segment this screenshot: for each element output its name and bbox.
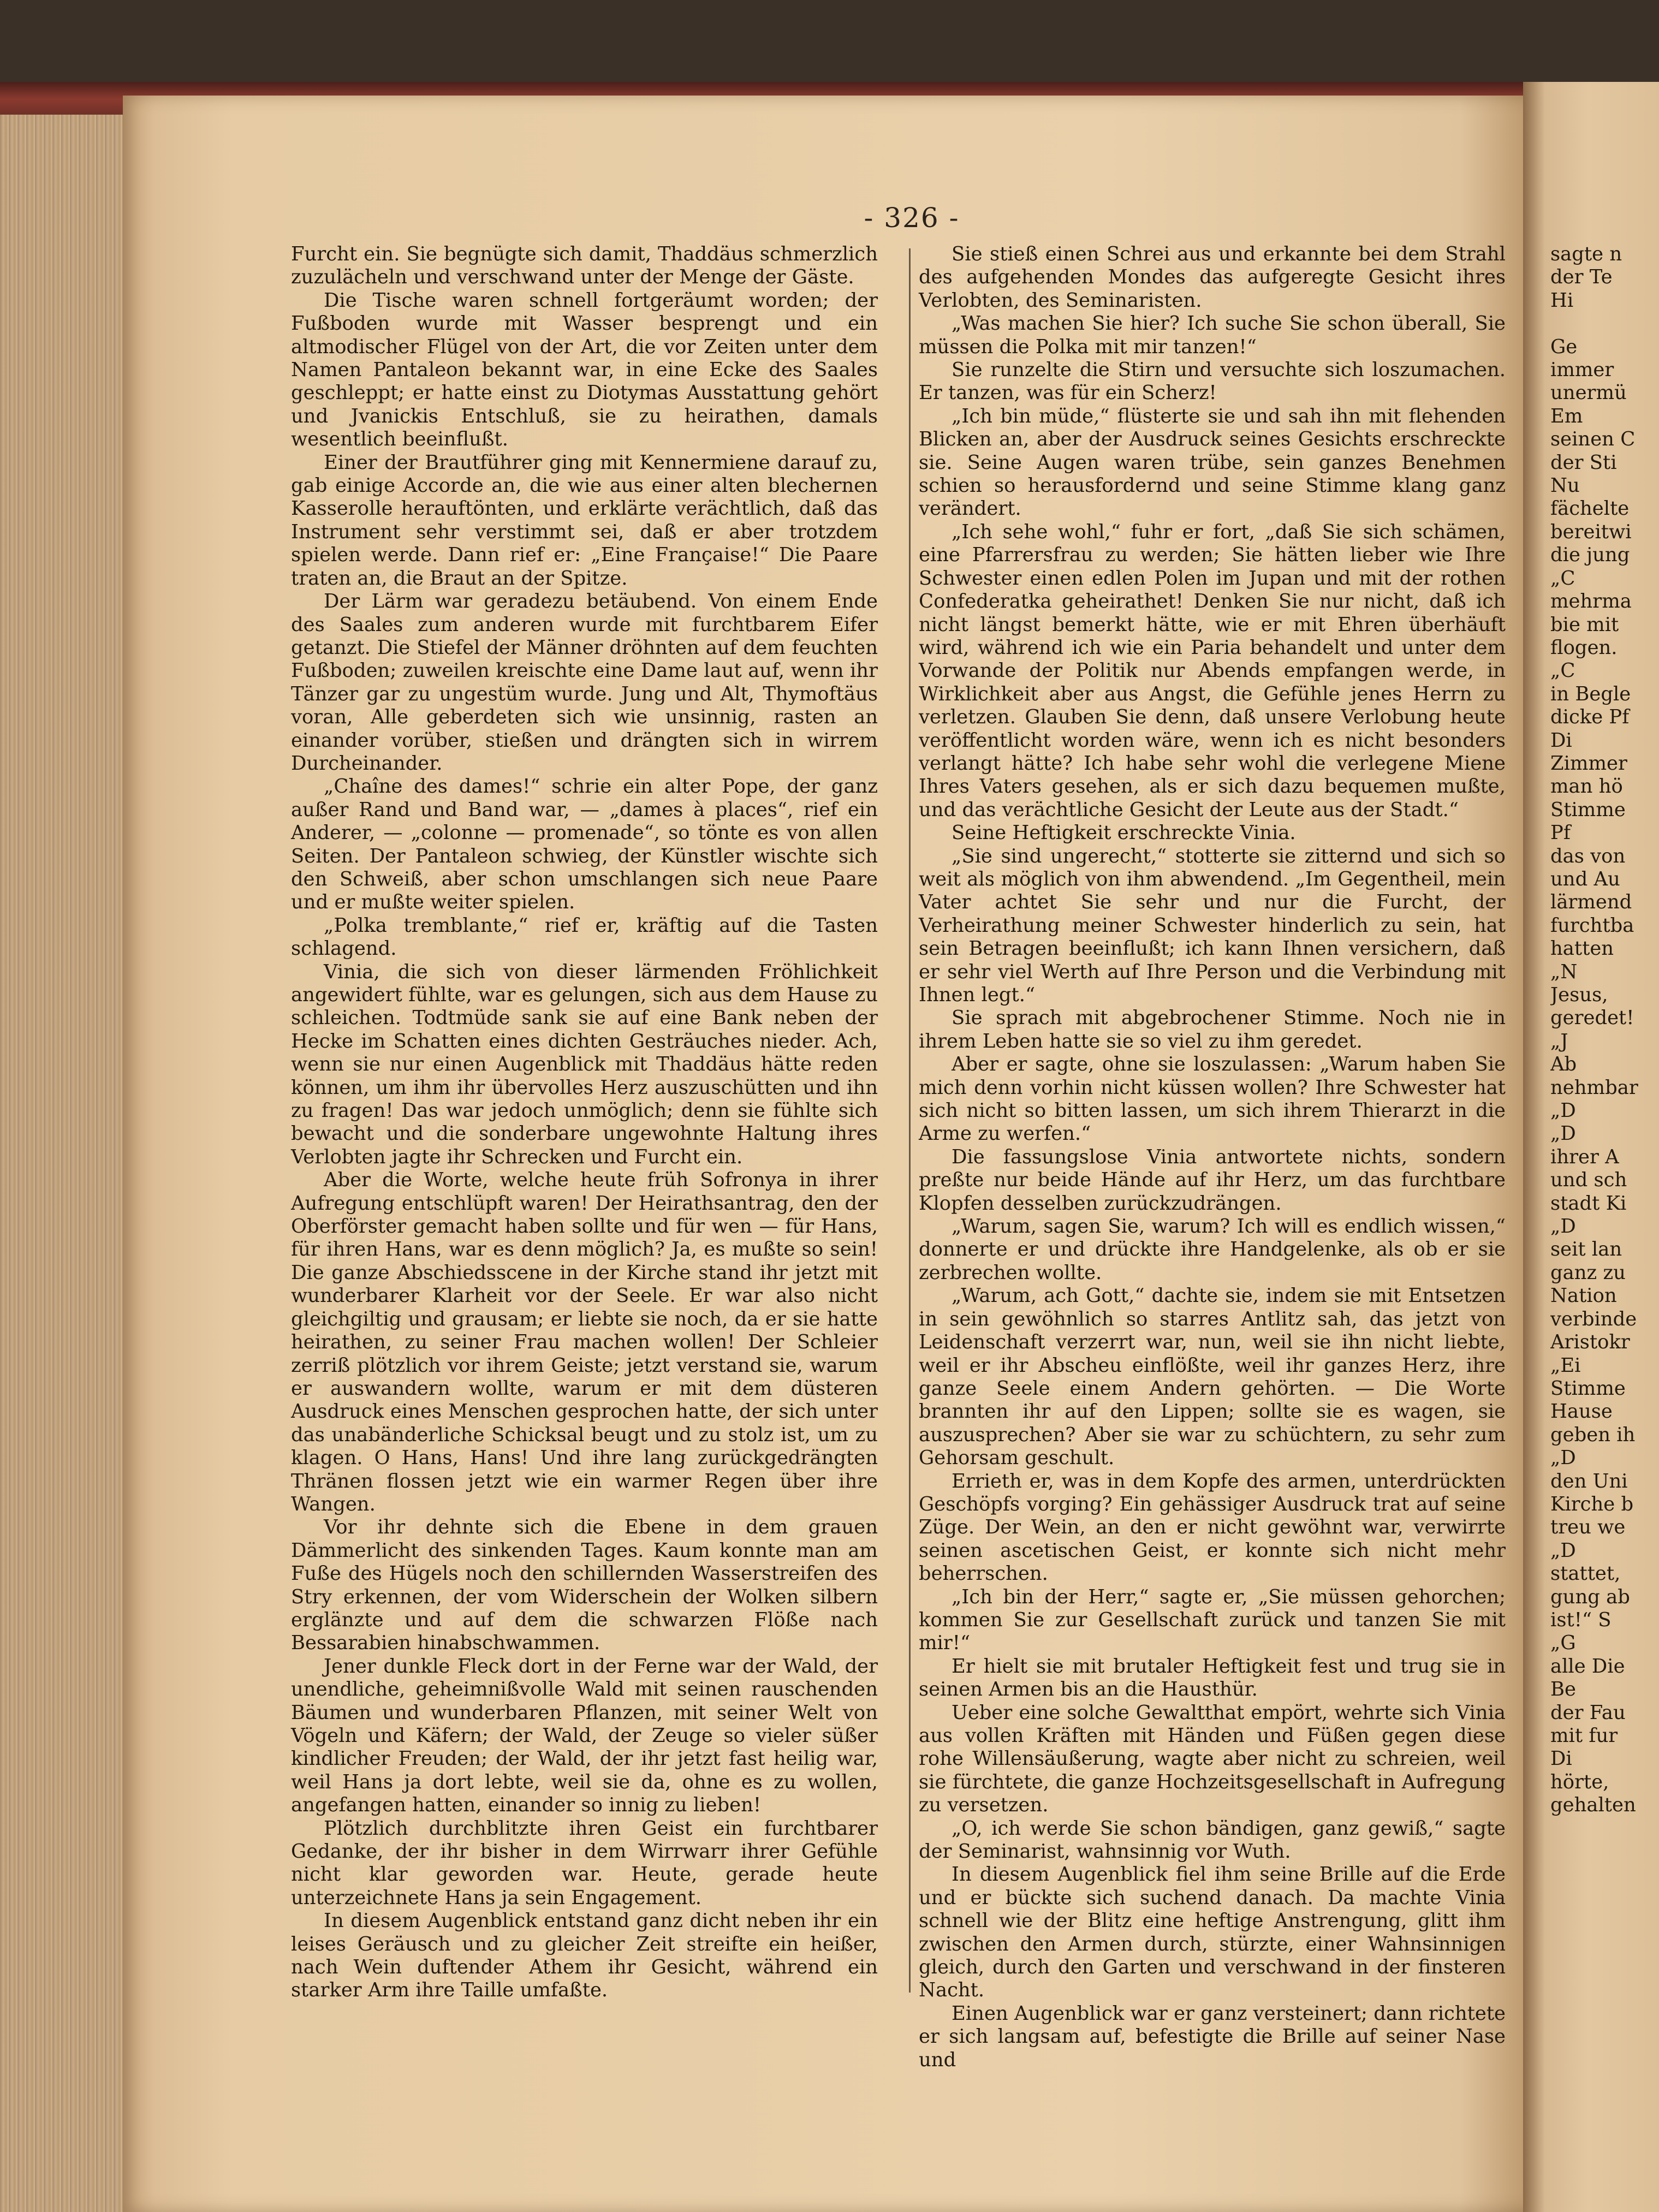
text-line-fragment: alle Die xyxy=(1550,1655,1625,1678)
text-line-fragment: ist!“ S xyxy=(1550,1608,1612,1631)
text-line-fragment: hatten xyxy=(1550,937,1614,960)
text-line-fragment: treu we xyxy=(1550,1516,1626,1539)
text-line-fragment: „D xyxy=(1550,1215,1576,1238)
text-line-fragment: sagte n xyxy=(1550,243,1622,265)
text-line-fragment: „Ei xyxy=(1550,1354,1581,1377)
text-line-fragment: verbinde xyxy=(1550,1307,1637,1330)
text-line-fragment: Em xyxy=(1550,405,1583,427)
text-line-fragment: Zimmer xyxy=(1550,752,1627,775)
left-text-column xyxy=(291,243,878,2002)
paragraph: In diesem Augenblick entstand ganz dicht neben ihr ein leises Geräusch und zu gleicher Zeit streifte ein heißer, nach Wein duftender Athem ihr Gesicht, während ein starker Arm ihre Taille umfaßte. xyxy=(291,1910,878,2002)
text-line-fragment: Be xyxy=(1550,1678,1576,1701)
paragraph: Sie sprach mit abgebrochener Stimme. Noch nie in ihrem Leben hatte sie so viel zu ihm geredet. xyxy=(919,1007,1506,1053)
text-line-fragment: Stimme xyxy=(1550,1377,1626,1400)
text-line-fragment: und Au xyxy=(1550,867,1620,890)
text-line-fragment: Aristokr xyxy=(1550,1331,1630,1354)
text-line-fragment xyxy=(1550,312,1659,335)
paragraph: Aber die Worte, welche heute früh Sofronya in ihrer Aufregung entschlüpft waren! Der Heirathsantrag, den der Oberförster gemacht haben sollte und für wen — für Hans, für ihren Hans, war es denn möglich? Ja, es mußte so sein! Die ganze Abschiedsscene in der Kirche stand ihr jetzt mit wunderbarer Klarheit vor der Seele. Er war also nicht gleichgiltig und grausam; er liebte sie noch, da er sie hatte heirathen, zu seiner Frau machen wollen! Der Schleier zerriß plötzlich vor ihrem Geiste; jetzt verstand sie, warum er auswandern wollte, warum er mit dem düsteren Ausdruck eines Menschen gesprochen hatte, der sich unter das unabänderliche Schicksal beugt und zu stolz ist, um zu klagen. O Hans, Hans! Und ihre lang zurückgedrängten Thränen flossen jetzt wie ein warmer Regen über ihre Wangen. xyxy=(291,1169,878,1515)
text-line-fragment: Di xyxy=(1550,729,1572,752)
text-line-fragment: man hö xyxy=(1550,775,1623,798)
paragraph: Seine Heftigkeit erschreckte Vinia. xyxy=(952,822,1296,845)
text-line-fragment: fächelte xyxy=(1550,497,1630,520)
text-line-fragment: hörte, xyxy=(1550,1770,1609,1793)
text-line-fragment: „D xyxy=(1550,1447,1576,1470)
text-line-fragment: ihrer A xyxy=(1550,1145,1619,1168)
text-line-fragment: Di xyxy=(1550,1747,1572,1770)
text-line-fragment: bereitwi xyxy=(1550,520,1632,543)
paragraph: In diesem Augenblick fiel ihm seine Brille auf die Erde und er bückte sich suchend danach. Da machte Vinia schnell wie der Blitz eine heftige Anstrengung, glitt ihm zwischen den Armen durch, stürzte, einer Wahnsinnigen gleich, durch den Garten und verschwand in der finsteren Nacht. xyxy=(919,1863,1506,2002)
paragraph: Furcht ein. Sie begnügte sich damit, Thaddäus schmerzlich zuzulächeln und verschwand unter der Menge der Gäste. xyxy=(291,243,878,289)
paragraph: Vinia, die sich von dieser lärmenden Fröhlichkeit angewidert fühlte, war es gelungen, sich aus dem Hause zu schleichen. Todtmüde sank sie auf eine Bank neben der Hecke im Schatten eines dichten Gesträuches nieder. Ach, wenn sie nur einen Augenblick mit Thaddäus hätte reden können, um ihm ihr übervolles Herz auszuschütten und ihn zu fragen! Das war jedoch unmöglich; denn sie fühlte sich bewacht und die sonderbare ungewohnte Haltung ihres Verlobten jagte ihr Schrecken und Furcht ein. xyxy=(291,960,878,1168)
text-line-fragment: mehrma xyxy=(1550,590,1632,613)
text-line-fragment: mit fur xyxy=(1550,1725,1618,1747)
paragraph: „Chaîne des dames!“ schrie ein alter Pope, der ganz außer Rand und Band war, — „dames à places“, rief ein Anderer, — „colonne — promenade“, so tönte es von allen Seiten. Der Pantaleon schwieg, der Künstler wischte sich den Schweiß, aber schon umschlangen sich neue Paare und er mußte weiter spielen. xyxy=(291,775,878,914)
paragraph: „Sie sind ungerecht,“ stotterte sie zitternd und sich so weit als möglich von ihm abwendend. „Im Gegentheil, mein Vater achtet Sie sehr und nur die Furcht, der Verheirathung meiner Schwester hinderlich zu sein, hat sein Betragen beeinflußt; ich kann Ihnen versichern, daß er sehr viel Werth auf Ihre Person und die Verbindung mit Ihnen legt.“ xyxy=(919,845,1506,1006)
text-line-fragment: flogen. xyxy=(1550,636,1618,659)
text-line-fragment: Pf xyxy=(1550,822,1571,845)
text-line-fragment: Nu xyxy=(1550,474,1580,497)
text-line-fragment: stattet, xyxy=(1550,1562,1621,1585)
paragraph: Vor ihr dehnte sich die Ebene in dem grauen Dämmerlicht des sinkenden Tages. Kaum konnte man am Fuße des Hügels noch den schillernden Wasserstreifen des Stry erkennen, der vom Widerschein der Wolken silbern erglänzte und auf dem die schwarzen Flöße nach Bessarabien hinabschwammen. xyxy=(291,1516,878,1655)
paragraph: „Warum, ach Gott,“ dachte sie, indem sie mit Entsetzen in sein gewöhnlich so starres Antlitz sah, das jetzt von Leidenschaft verzerrt war, nun, weil sie ihn nicht liebte, weil er ihr Abscheu einflößte, weil ihr ganzes Herz, ihre ganze Seele einem Andern gehörten. — Die Worte brannten ihr auf den Lippen; sollte sie es wagen, sie auszusprechen? Aber sie war zu schüchtern, zu sehr zum Gehorsam geschult. xyxy=(919,1285,1506,1470)
paragraph: Sie stieß einen Schrei aus und erkannte bei dem Strahl des aufgehenden Mondes das aufgeregte Gesicht ihres Verlobten, des Seminaristen. xyxy=(919,243,1506,312)
paragraph: „Ich bin der Herr,“ sagte er, „Sie müssen gehorchen; kommen Sie zur Gesellschaft zurück und tanzen Sie mit mir!“ xyxy=(919,1585,1506,1655)
text-line-fragment: furchtba xyxy=(1550,914,1634,937)
paragraph: Die fassungslose Vinia antwortete nichts, sondern preßte nur beide Hände auf ihr Herz, um das furchtbare Klopfen desselben zurückzudrängen. xyxy=(919,1145,1506,1215)
text-line-fragment: „N xyxy=(1550,960,1578,983)
text-line-fragment: „J xyxy=(1550,1030,1568,1053)
text-line-fragment: „G xyxy=(1550,1632,1576,1655)
page-number: - 326 - xyxy=(864,202,960,234)
text-line-fragment: „C xyxy=(1550,659,1575,682)
paragraph: Einen Augenblick war er ganz versteinert; dann richtete er sich langsam auf, befestigte die Brille auf seiner Nase und xyxy=(919,2002,1506,2071)
paragraph: Aber er sagte, ohne sie loszulassen: „Warum haben Sie mich denn vorhin nicht küssen wollen? Ihre Schwester hat sich nicht so bitten lassen, um sich ihrem Thierarzt in die Arme zu werfen.“ xyxy=(919,1053,1506,1145)
paragraph: Plötzlich durchblitzte ihren Geist ein furchtbarer Gedanke, der ihr bisher in dem Wirrwarr ihrer Gefühle nicht klar geworden war. Heute, gerade heute unterzeichnete Hans ja sein Engagement. xyxy=(291,1817,878,1909)
text-line-fragment: die jung xyxy=(1550,544,1630,567)
text-line-fragment: geben ih xyxy=(1550,1423,1636,1446)
text-line-fragment: unermü xyxy=(1550,382,1627,405)
text-line-fragment: „C xyxy=(1550,567,1575,590)
text-line-fragment: Hause xyxy=(1550,1400,1613,1423)
text-line-fragment: immer xyxy=(1550,359,1614,382)
paragraph: Errieth er, was in dem Kopfe des armen, unterdrückten Geschöpfs vorging? Ein gehässiger Ausdruck trat auf seine Züge. Der Wein, an den er nicht gewöhnt war, verwirrte seinen ascetischen Geist, er konnte sich nicht mehr beherrschen. xyxy=(919,1470,1506,1585)
text-line-fragment: seinen C xyxy=(1550,428,1636,451)
text-line-fragment: Kirche b xyxy=(1550,1492,1634,1515)
paragraph: „O, ich werde Sie schon bändigen, ganz gewiß,“ sagte der Seminarist, wahnsinnig vor Wuth. xyxy=(919,1817,1506,1863)
column-divider xyxy=(909,248,911,1993)
paragraph: „Ich sehe wohl,“ fuhr er fort, „daß Sie sich schämen, eine Pfarrersfrau zu werden; Sie hätten lieber wie Ihre Schwester einen edlen Polen im Jupan und mit der rothen Confederatka geheirathet! Denken Sie nur nicht, daß ich nicht längst bemerkt hätte, wie er mit Ehren überhäuft wird, während ich wie ein Paria behandelt und unter dem Vorwande der Politik nur Abends empfangen werde, in Wirklichkeit aber aus Angst, die Gefühle jenes Herrn zu verletzen. Glauben Sie denn, daß unsere Verlobung heute veröffentlicht worden wäre, wenn ich es nicht besonders verlangt hätte? Ich habe sehr wohl die verlegene Miene Ihres Vaters gesehen, als er sich dazu bequemen mußte, und das verächtliche Gesicht der Leute aus der Stadt.“ xyxy=(919,520,1506,821)
paragraph: „Was machen Sie hier? Ich suche Sie schon überall, Sie müssen die Polka mit mir tanzen!“ xyxy=(919,312,1506,358)
text-line-fragment: Nation xyxy=(1550,1285,1617,1307)
text-line-fragment: Hi xyxy=(1550,289,1574,312)
paragraph: „Ich bin müde,“ flüsterte sie und sah ihn mit flehenden Blicken an, aber der Ausdruck seines Gesichts erschreckte sie. Seine Augen waren trübe, sein ganzes Benehmen schien so herausfordernd und seine Stimme klang ganz verändert. xyxy=(919,405,1506,520)
text-line-fragment: dicke Pf xyxy=(1550,706,1630,729)
text-line-fragment: „D xyxy=(1550,1099,1576,1122)
text-line-fragment: der Fau xyxy=(1550,1701,1626,1724)
page-stack-edge xyxy=(0,115,131,2212)
text-line-fragment: „D xyxy=(1550,1539,1576,1562)
right-text-column xyxy=(919,243,1506,2072)
text-line-fragment: in Begle xyxy=(1550,682,1631,705)
text-line-fragment: den Uni xyxy=(1550,1470,1628,1492)
text-line-fragment: bie mit xyxy=(1550,613,1619,636)
text-line-fragment: nehmbar xyxy=(1550,1076,1638,1099)
paragraph: Der Lärm war geradezu betäubend. Von einem Ende des Saales zum anderen wurde mit furchtbarem Eifer getanzt. Die Stiefel der Männer dröhnten auf dem feuchten Fußboden; zuweilen kreischte eine Dame laut auf, wenn ihr Tänzer gar zu ungestüm wurde. Jung und Alt, Thymoftäus voran, Alle geberdeten sich wie unsinnig, rasten an einander vorüber, stießen und drängten sich in wirrem Durcheinander. xyxy=(291,590,878,775)
paragraph: Einer der Brautführer ging mit Kennermiene darauf zu, gab einige Accorde an, die wie aus einer alten blechernen Kasserolle herauftönten, und erklärte verächtlich, daß das Instrument sehr verstimmt sei, daß er aber trotzdem spielen werde. Dann rief er: „Eine Française!“ Die Paare traten an, die Braut an der Spitze. xyxy=(291,451,878,590)
text-line-fragment: gehalten xyxy=(1550,1794,1636,1817)
paragraph: Er hielt sie mit brutaler Heftigkeit fest und trug sie in seinen Armen bis an die Hausthür. xyxy=(919,1655,1506,1701)
paragraph: Ueber eine solche Gewaltthat empört, wehrte sich Vinia aus vollen Kräften mit Händen und Füßen gegen diese rohe Willensäußerung, wagte aber nicht zu schreien, weil sie fürchtete, die ganze Hochzeitsgesellschaft in Aufregung zu versetzen. xyxy=(919,1701,1506,1817)
text-line-fragment: geredet! xyxy=(1550,1007,1634,1030)
text-line-fragment: Jesus, xyxy=(1550,984,1608,1006)
text-line-fragment: der Sti xyxy=(1550,451,1617,474)
text-line-fragment: Ab xyxy=(1550,1053,1577,1076)
text-line-fragment: gung ab xyxy=(1550,1585,1630,1608)
paragraph: „Polka tremblante,“ rief er, kräftig auf die Tasten schlagend. xyxy=(291,914,878,960)
paragraph: „Warum, sagen Sie, warum? Ich will es endlich wissen,“ donnerte er und drückte ihre Handgelenke, als ob er sie zerbrechen wollte. xyxy=(919,1215,1506,1284)
paragraph: Jener dunkle Fleck dort in der Ferne war der Wald, der unendliche, geheimnißvolle Wald mit seinen rauschenden Bäumen und wunderbaren Pflanzen, mit seiner Welt von Vögeln und Käfern; der Wald, der Zeuge so vieler süßer kindlicher Freuden; der Wald, der ihr jetzt fast heilig war, weil Hans ja dort lebte, weil sie da, ohne es zu wollen, angefangen hatten, einander so innig zu lieben! xyxy=(291,1655,878,1817)
text-line-fragment: der Te xyxy=(1550,266,1613,289)
next-page-partial-column xyxy=(1550,243,1659,1817)
text-line-fragment: „D xyxy=(1550,1122,1576,1145)
text-line-fragment: seit lan xyxy=(1550,1238,1622,1261)
paragraph: Sie runzelte die Stirn und versuchte sich loszumachen. Er tanzen, was für ein Scherz! xyxy=(919,359,1506,405)
text-line-fragment: und sch xyxy=(1550,1169,1627,1192)
text-line-fragment: Stimme xyxy=(1550,798,1626,821)
text-line-fragment: ganz zu xyxy=(1550,1261,1626,1284)
text-line-fragment: stadt Ki xyxy=(1550,1192,1627,1215)
text-line-fragment: lärmend xyxy=(1550,891,1632,914)
text-line-fragment: das von xyxy=(1550,845,1626,867)
text-line-fragment: Ge xyxy=(1550,335,1578,358)
paragraph: Die Tische waren schnell fortgeräumt worden; der Fußboden wurde mit Wasser besprengt und ein altmodischer Flügel von der Art, die vor Zeiten unter dem Namen Pantaleon bekannt war, in eine Ecke des Saales geschleppt; er hatte einst zu Diotymas Ausstattung gehört und Jvanickis Entschluß, sie zu heirathen, damals wesentlich beeinflußt. xyxy=(291,289,878,451)
